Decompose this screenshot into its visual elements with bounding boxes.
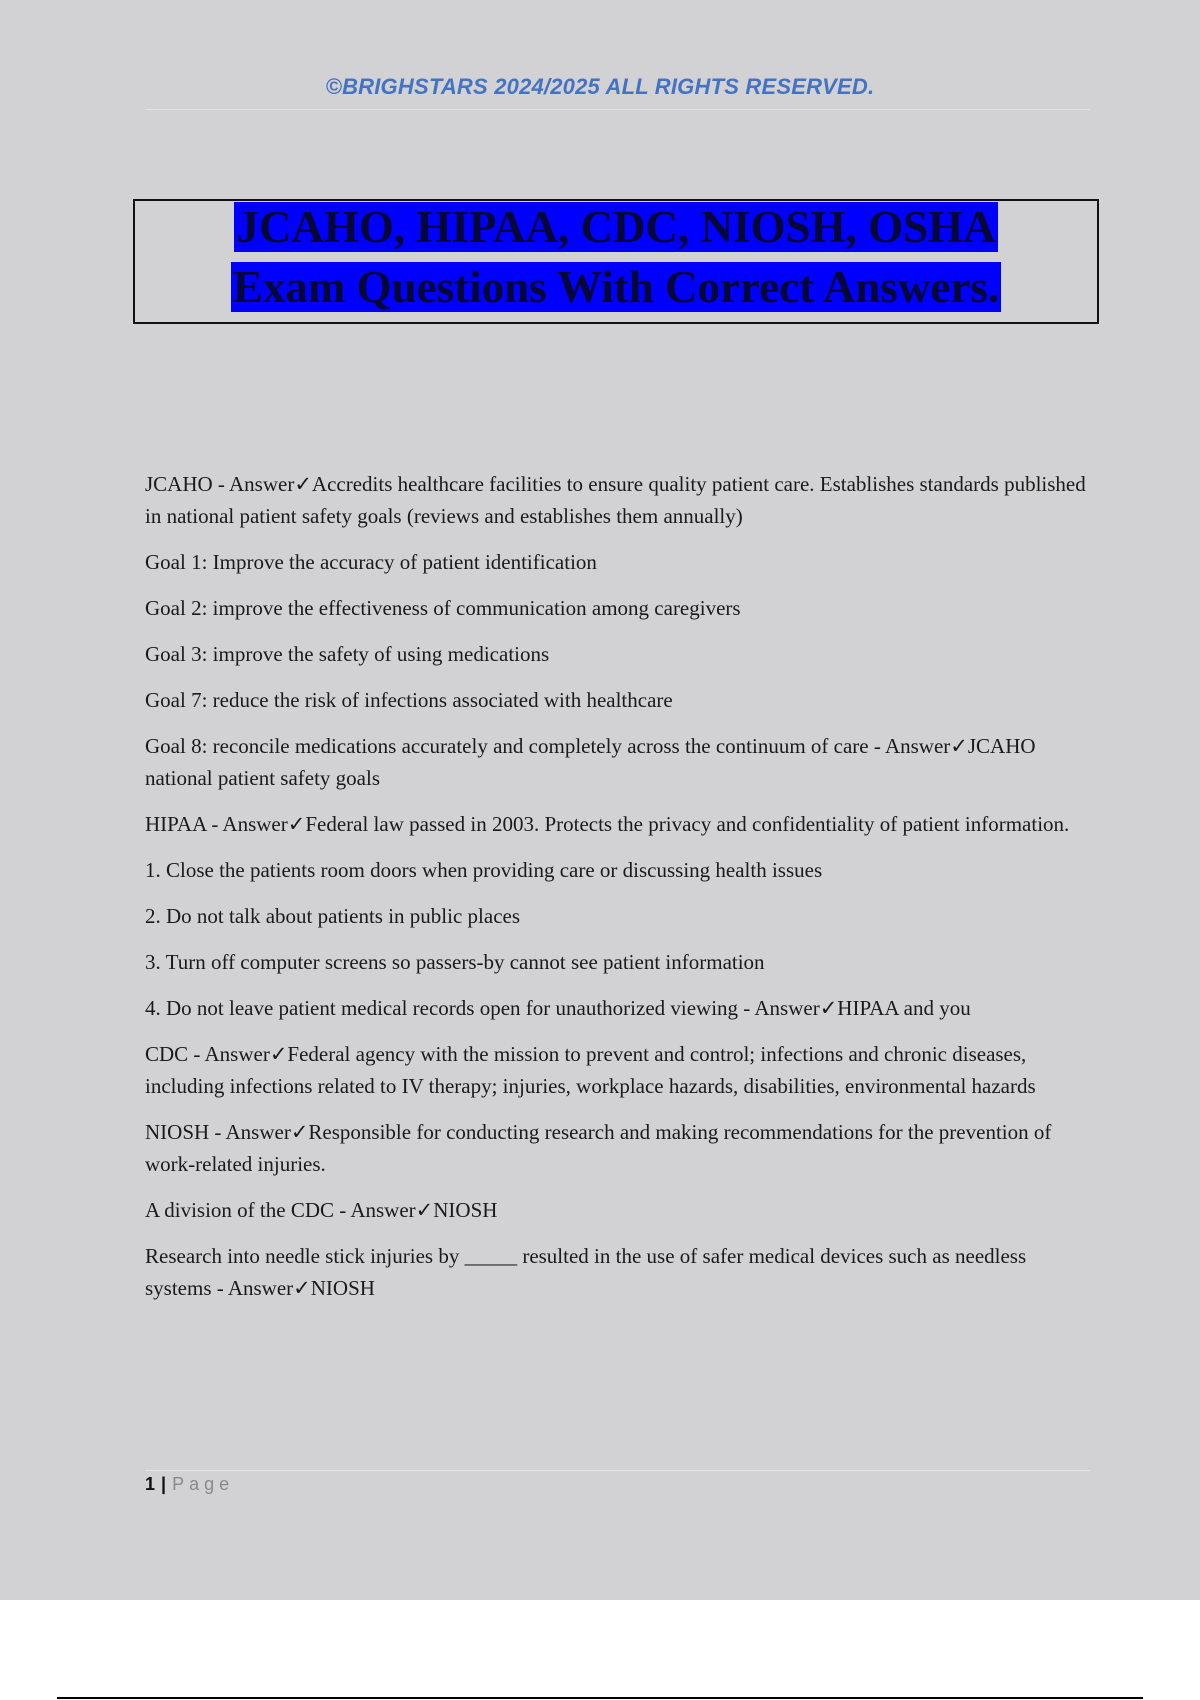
paragraph-goal-1: Goal 1: Improve the accuracy of patient identification — [145, 550, 597, 574]
document-body — [145, 468, 1095, 1318]
paragraph-jcaho: JCAHO - Answer✓Accredits healthcare facilities to ensure quality patient care. Establishes standards published in national patient safety goals (reviews and establishes them annually) — [145, 472, 1086, 528]
title-box — [133, 199, 1099, 324]
footer-separator: | — [161, 1474, 167, 1494]
title-line-1-text: JCAHO, HIPAA, CDC, NIOSH, OSHA — [236, 202, 996, 252]
paragraph-hipaa-item-4: 4. Do not leave patient medical records open for unauthorized viewing - Answer✓HIPAA and you — [145, 996, 971, 1020]
header-divider — [145, 109, 1090, 110]
paragraph-hipaa: HIPAA - Answer✓Federal law passed in 2003. Protects the privacy and confidentiality of patient information. — [145, 812, 1070, 836]
page-label: Page — [172, 1474, 235, 1494]
page-footer — [145, 1474, 234, 1495]
paragraph-niosh: NIOSH - Answer✓Responsible for conducting research and making recommendations for the prevention of work-related injuries. — [145, 1120, 1052, 1176]
copyright-header: ©BRIGHSTARS 2024/2025 ALL RIGHTS RESERVED. — [325, 74, 875, 99]
paragraph-goal-3: Goal 3: improve the safety of using medications — [145, 642, 550, 666]
title-line-2-text: Exam Questions With Correct Answers. — [232, 262, 1000, 312]
paragraph-goal-7: Goal 7: reduce the risk of infections associated with healthcare — [145, 688, 673, 712]
page-number: 1 — [145, 1474, 156, 1494]
footer-divider — [145, 1470, 1090, 1471]
paragraph-goal-2: Goal 2: improve the effectiveness of communication among caregivers — [145, 596, 741, 620]
title-line-2 — [135, 261, 1097, 313]
paragraph-needle-stick: Research into needle stick injuries by _____ resulted in the use of safer medical devices such as needless systems - Answer✓NIOSH — [145, 1244, 1027, 1300]
paragraph-cdc-division: A division of the CDC - Answer✓NIOSH — [145, 1198, 498, 1222]
paragraph-hipaa-item-3: 3. Turn off computer screens so passers-by cannot see patient information — [145, 950, 765, 974]
title-line-1 — [135, 201, 1097, 253]
paragraph-goal-8: Goal 8: reconcile medications accurately and completely across the continuum of care - Answer✓JCAHO national patient safety goals — [145, 734, 1036, 790]
paragraph-hipaa-item-2: 2. Do not talk about patients in public places — [145, 904, 521, 928]
paragraph-cdc: CDC - Answer✓Federal agency with the mission to prevent and control; infections and chronic diseases, including infections related to IV therapy; injuries, workplace hazards, disabilities, environmental hazards — [145, 1042, 1036, 1098]
bottom-rule — [57, 1697, 1143, 1699]
paragraph-hipaa-item-1: 1. Close the patients room doors when providing care or discussing health issues — [145, 858, 823, 882]
